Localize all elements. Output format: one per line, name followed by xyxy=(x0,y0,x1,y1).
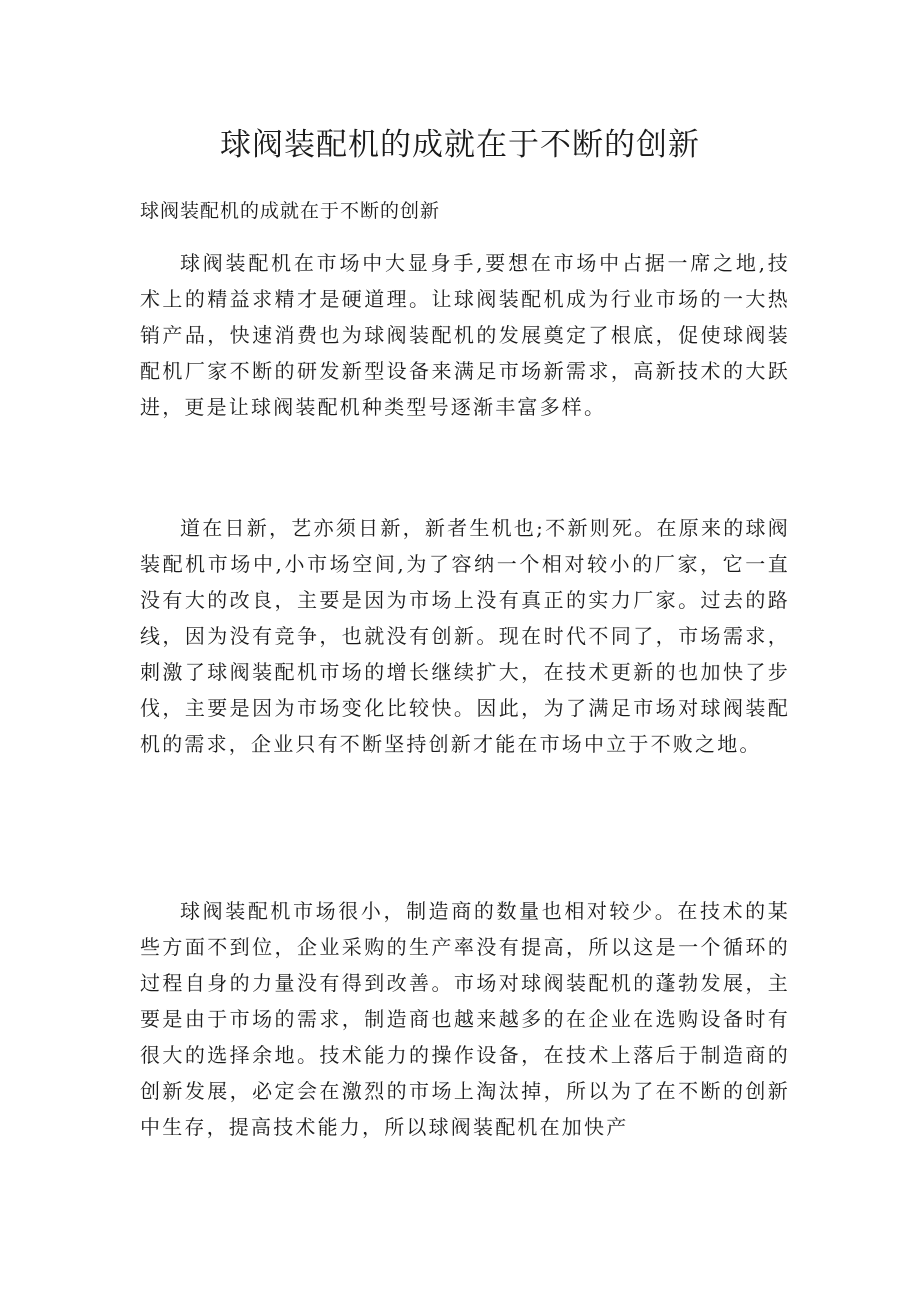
paragraph-2: 道在日新，艺亦须日新，新者生机也;不新则死。在原来的球阀装配机市场中,小市场空间,为了容纳一个相对较小的厂家，它一直没有大的改良，主要是因为市场上没有真正的实力厂家。过去的路线，因为没有竞争，也就没有创新。现在时代不同了，市场需求，刺激了球阀装配机市场的增长继续扩大，在技术更新的也加快了步伐，主要是因为市场变化比较快。因此，为了满足市场对球阀装配机的需求，企业只有不断坚持创新才能在市场中立于不败之地。 xyxy=(140,516,790,756)
paragraph-1: 球阀装配机在市场中大显身手,要想在市场中占据一席之地,技术上的精益求精才是硬道理。让球阀装配机成为行业市场的一大热销产品，快速消费也为球阀装配机的发展奠定了根底，促使球阀装配机厂家不断的研发新型设备来满足市场新需求，高新技术的大跃进，更是让球阀装配机种类型号逐渐丰富多样。 xyxy=(140,251,790,419)
document-subtitle: 球阀装配机的成就在于不断的创新 xyxy=(140,200,441,222)
document-title: 球阀装配机的成就在于不断的创新 xyxy=(220,127,700,163)
paragraph-3: 球阀装配机市场很小，制造商的数量也相对较少。在技术的某些方面不到位，企业采购的生产率没有提高，所以这是一个循环的过程自身的力量没有得到改善。市场对球阀装配机的蓬勃发展，主要是由于市场的需求，制造商也越来越多的在企业在选购设备时有很大的选择余地。技术能力的操作设备，在技术上落后于制造商的创新发展，必定会在激烈的市场上淘汰掉，所以为了在不断的创新中生存，提高技术能力，所以球阀装配机在加快产 xyxy=(140,899,790,1139)
